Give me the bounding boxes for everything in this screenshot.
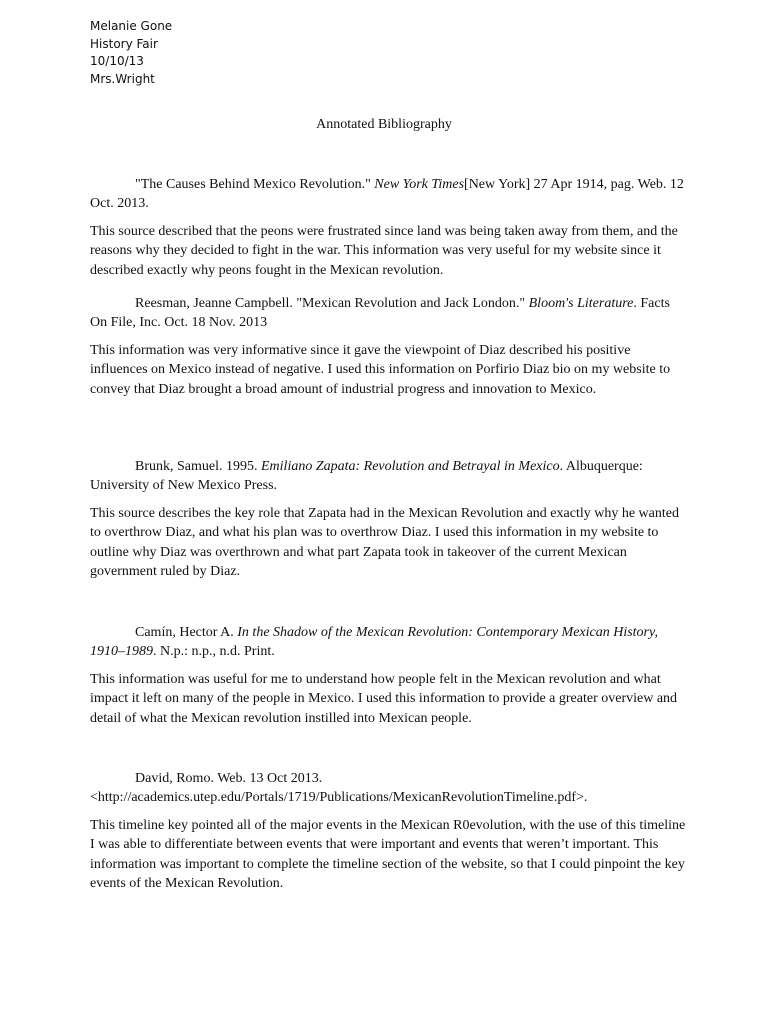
student-heading bbox=[90, 18, 172, 88]
citation-text: "The Causes Behind Mexico Revolution." bbox=[135, 177, 375, 192]
citation-source-title: In the Shadow of the Mexican Revolution: Contemporary Mexican History, 1910–1989 bbox=[90, 625, 658, 660]
citation bbox=[90, 457, 690, 496]
bibliography-entry bbox=[90, 769, 690, 893]
annotation: This information was very informative since it gave the viewpoint of Diaz described his positive influences on Mexico instead of negative. I used this information on Porfirio Diaz bio on my website to convey that Diaz brought a broad amount of industrial progress and innovation to Mexico. bbox=[90, 342, 671, 397]
citation bbox=[90, 623, 690, 662]
citation-text: . Albuquerque: University of New Mexico Press. bbox=[90, 459, 643, 494]
teacher-name: Mrs.Wright bbox=[90, 71, 155, 86]
citation-source-title: Bloom's Literature bbox=[528, 296, 634, 311]
annotation: This source describes the key role that Zapata had in the Mexican Revolution and exactly why he wanted to overthrow Diaz, and what his plan was to overthrow Diaz. I used this information in my website to outline why Diaz was overthrown and what part Zapata took in takeover of the current Mexican government ruled by Diaz. bbox=[90, 505, 679, 580]
heading-date: 10/10/13 bbox=[90, 54, 144, 68]
annotation: This source described that the peons were frustrated since land was being taken away from them, and the reasons why they decided to fight in the war. This information was very useful for my website since it described exactly why peons fought in the Mexican revolution. bbox=[90, 223, 678, 278]
citation-text: . Facts On File, Inc. Oct. 18 Nov. 2013 bbox=[90, 296, 670, 331]
citation bbox=[90, 175, 690, 214]
citation-text: . N.p.: n.p., n.d. Print. bbox=[153, 644, 275, 660]
annotation: This information was useful for me to understand how people felt in the Mexican revolution and what impact it left on many of the people in Mexico. I used this information to provide a greater overview and detail of what the Mexican revolution instilled into Mexican people. bbox=[90, 671, 678, 726]
document-title: Annotated Bibliography bbox=[316, 117, 452, 132]
annotation: This timeline key pointed all of the major events in the Mexican R0evolution, with the use of this timeline I was able to differentiate between events that were important and events that weren’t important. This information was important to complete the timeline section of the website, so that I could pinpoint the key events of the Mexican Revolution. bbox=[90, 817, 686, 892]
citation bbox=[90, 769, 690, 808]
project-name: History Fair bbox=[90, 36, 158, 51]
bibliography-entry bbox=[90, 294, 690, 399]
citation-text: Camín, Hector A. bbox=[135, 625, 238, 640]
citation-text: [New York] 27 Apr 1914, pag. Web. 12 Oct. 2013. bbox=[90, 177, 684, 212]
bibliography-entry bbox=[90, 457, 690, 581]
bibliography-entry bbox=[90, 175, 690, 280]
bibliography-entry bbox=[90, 623, 690, 728]
citation-source-title: New York Times bbox=[374, 177, 465, 192]
citation-text: Brunk, Samuel. 1995. bbox=[135, 459, 261, 474]
student-name: Melanie Gone bbox=[90, 19, 173, 33]
citation bbox=[90, 294, 690, 333]
citation-text: Reesman, Jeanne Campbell. "Mexican Revolution and Jack London." bbox=[135, 296, 529, 311]
citation-source-title: Emiliano Zapata: Revolution and Betrayal in Mexico bbox=[261, 459, 560, 474]
citation-text: David, Romo. Web. 13 Oct 2013. <http://academics.utep.edu/Portals/1719/Publications/MexicanRevolutionTimeline.pdf>. bbox=[90, 771, 588, 806]
